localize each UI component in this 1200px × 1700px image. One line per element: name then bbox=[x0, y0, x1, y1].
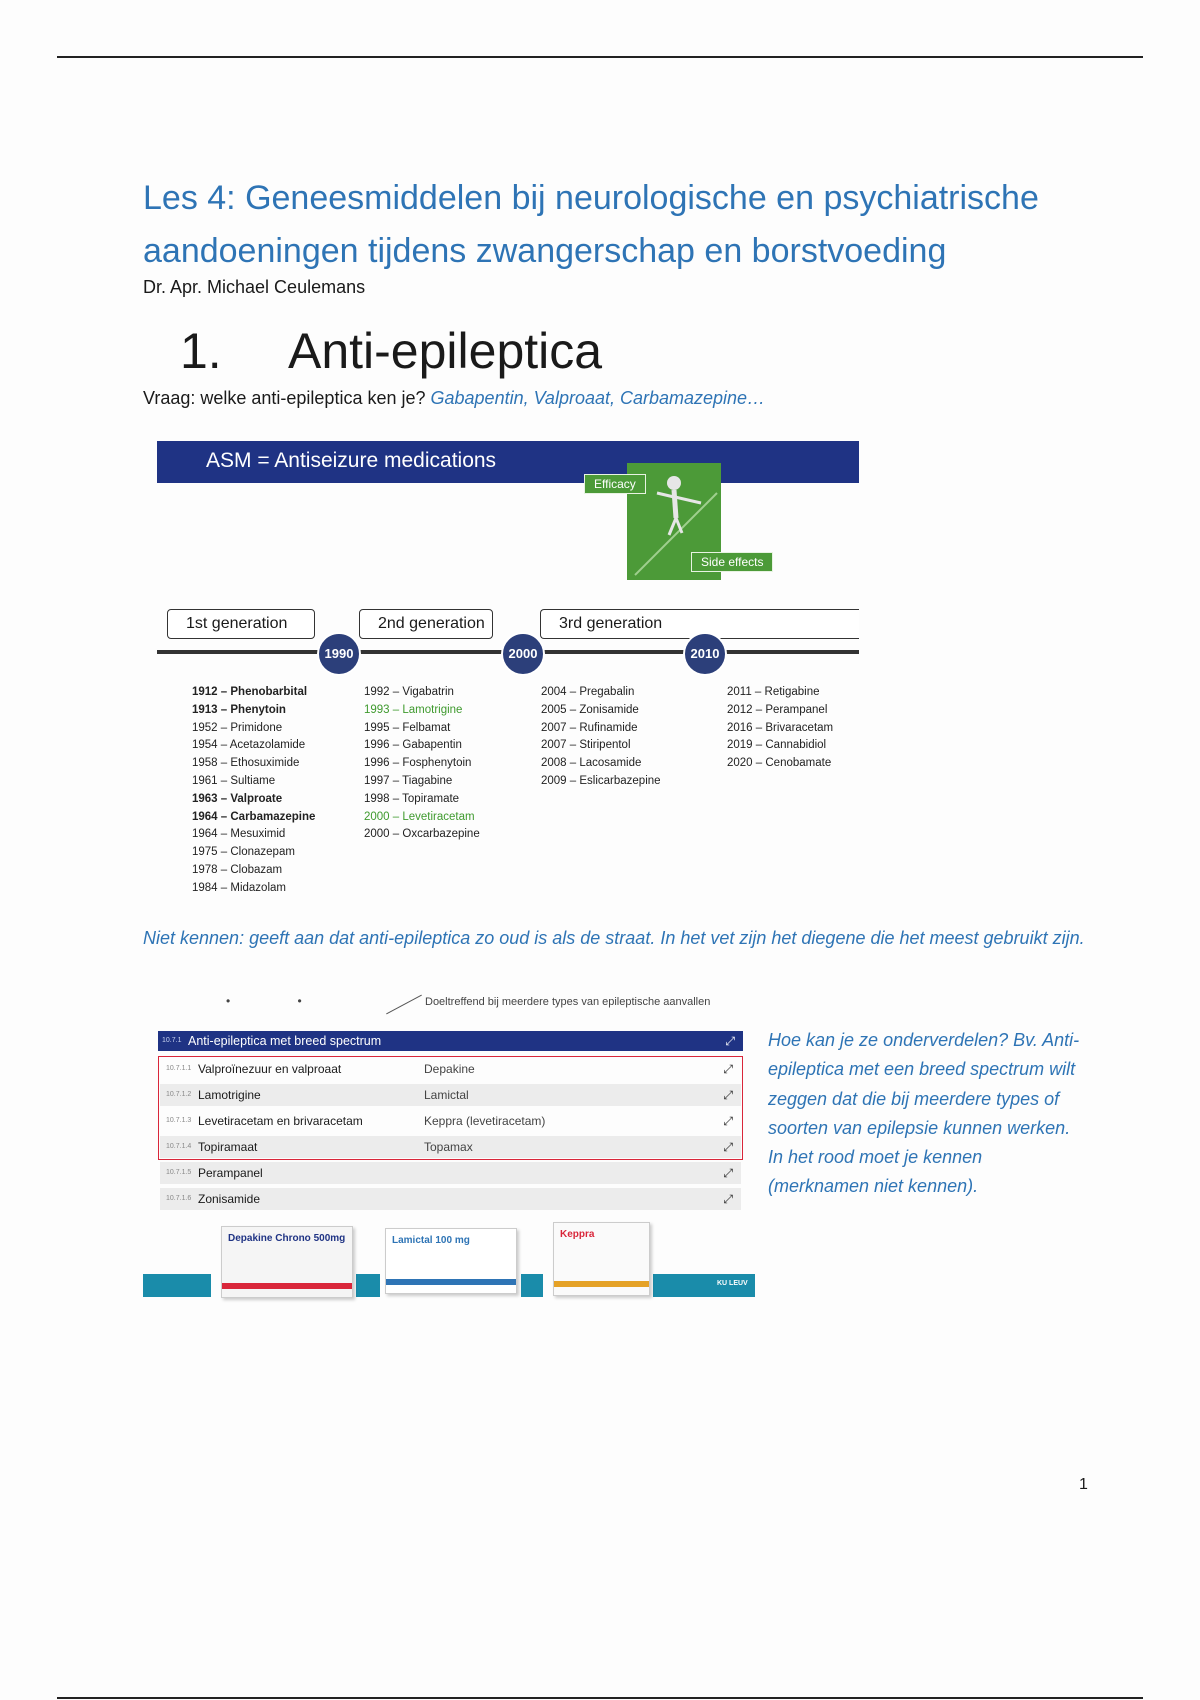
drug-entry: 1958 – Ethosuximide bbox=[192, 757, 300, 770]
drug-entry: 2004 – Pregabalin bbox=[541, 686, 635, 698]
drug-entry: 2007 – Stiripentol bbox=[541, 739, 631, 752]
annotation-note: Niet kennen: geeft aan dat anti-epileptica zo oud is als de straat. In het vet zijn het diegene die het meest gebruikt zijn. bbox=[143, 928, 1085, 948]
question-line bbox=[143, 388, 765, 409]
package-stripe bbox=[554, 1281, 649, 1287]
generation-2-box: 2nd generation bbox=[359, 609, 493, 639]
row-code: 10.7.1.4 bbox=[166, 1143, 192, 1150]
ku-leuven-logo: KU LEUV bbox=[717, 1280, 748, 1287]
row-brand: Keppra (levetiracetam) bbox=[424, 1114, 546, 1128]
header-title: Anti-epileptica met breed spectrum bbox=[188, 1034, 382, 1048]
row-code: 10.7.1.1 bbox=[166, 1065, 192, 1072]
drug-entry: 1996 – Fosphenytoin bbox=[364, 757, 472, 770]
year-marker: 1990 bbox=[317, 632, 361, 676]
drug-entry: 2012 – Perampanel bbox=[727, 703, 828, 716]
expand-icon: ⤢ bbox=[723, 1166, 733, 1180]
header-rule bbox=[57, 56, 1143, 58]
dots: • • bbox=[226, 994, 334, 1008]
header-code: 10.7.1 bbox=[162, 1037, 182, 1044]
drug-list-gen1 bbox=[192, 684, 315, 898]
drug-entry: 2000 – Levetiracetam bbox=[364, 810, 475, 823]
expand-icon: ⤢ bbox=[723, 1140, 733, 1154]
drug-list-gen2 bbox=[364, 684, 480, 844]
drug-entry: 1964 – Mesuximid bbox=[192, 828, 286, 841]
drug-list-gen3a bbox=[541, 684, 661, 791]
row-name: Lamotrigine bbox=[198, 1088, 261, 1102]
drug-entry: 2016 – Brivaracetam bbox=[727, 721, 834, 734]
row-code: 10.7.1.6 bbox=[166, 1195, 192, 1202]
row-code: 10.7.1.3 bbox=[166, 1117, 192, 1124]
drug-entry: 2007 – Rufinamide bbox=[541, 721, 638, 734]
question-answer: Gabapentin, Valproaat, Carbamazepine… bbox=[430, 388, 766, 408]
slide-banner: ASM = Antiseizure medications bbox=[157, 441, 859, 483]
footer-band bbox=[356, 1274, 380, 1297]
drug-entry: 2008 – Lacosamide bbox=[541, 757, 642, 770]
table-row bbox=[160, 1058, 741, 1080]
expand-icon: ⤢ bbox=[723, 1114, 733, 1128]
package-label: Depakine Chrono 500mg bbox=[228, 1233, 346, 1244]
side-effects-tag: Side effects bbox=[691, 552, 773, 572]
row-code: 10.7.1.2 bbox=[166, 1091, 192, 1098]
row-name: Zonisamide bbox=[198, 1192, 261, 1206]
drug-entry: 1984 – Midazolam bbox=[192, 881, 286, 894]
row-name: Valproïnezuur en valproaat bbox=[198, 1062, 342, 1076]
drug-entry: 2000 – Oxcarbazepine bbox=[364, 828, 480, 841]
package-stripe bbox=[386, 1279, 516, 1285]
drug-list-gen3b bbox=[727, 684, 833, 773]
depakine-package bbox=[221, 1226, 353, 1298]
table-row bbox=[160, 1136, 741, 1158]
table-header bbox=[158, 1031, 743, 1051]
drug-entry: 2011 – Retigabine bbox=[727, 686, 820, 698]
section-title: Anti-epileptica bbox=[288, 323, 603, 379]
drug-entry: 2009 – Eslicarbazepine bbox=[541, 774, 661, 787]
expand-icon: ⤢ bbox=[723, 1192, 733, 1206]
expand-icon: ⤢ bbox=[723, 1062, 733, 1076]
broad-spectrum-slide bbox=[143, 990, 755, 1305]
drug-entry: 2020 – Cenobamate bbox=[727, 757, 832, 770]
drug-entry: 2005 – Zonisamide bbox=[541, 703, 639, 716]
drug-entry: 1913 – Phenytoin bbox=[192, 703, 286, 716]
table-row bbox=[160, 1162, 741, 1184]
footer-band bbox=[521, 1274, 543, 1297]
section-heading bbox=[180, 322, 602, 380]
table-row bbox=[160, 1084, 741, 1106]
page-number: 1 bbox=[1079, 1476, 1088, 1493]
callout-pointer bbox=[386, 995, 422, 1015]
author-line: Dr. Apr. Michael Ceulemans bbox=[143, 277, 366, 297]
row-name: Levetiracetam en brivaracetam bbox=[198, 1114, 363, 1128]
expand-icon: ⤢ bbox=[725, 1034, 735, 1048]
question-label: Vraag: welke anti-epileptica ken je? bbox=[143, 388, 426, 408]
table-row bbox=[160, 1110, 741, 1132]
row-code: 10.7.1.5 bbox=[166, 1169, 192, 1176]
drug-entry: 2019 – Cannabidiol bbox=[727, 739, 827, 752]
expand-icon: ⤢ bbox=[723, 1088, 733, 1102]
package-stripe bbox=[222, 1283, 352, 1289]
package-label: Lamictal 100 mg bbox=[392, 1235, 470, 1246]
efficacy-tag: Efficacy bbox=[584, 474, 646, 494]
row-brand: Depakine bbox=[424, 1062, 475, 1076]
year-marker: 2000 bbox=[501, 632, 545, 676]
generation-1-box: 1st generation bbox=[167, 609, 315, 639]
footer-rule bbox=[57, 1697, 1143, 1699]
callout-text: Doeltreffend bij meerdere types van epileptische aanvallen bbox=[425, 996, 711, 1008]
drug-entry: 1961 – Sultiame bbox=[192, 774, 276, 787]
medication-packages bbox=[143, 1222, 755, 1294]
document-title: Les 4: Geneesmiddelen bij neurologische en psychiatrische aandoeningen tijdens zwangerschap en borstvoeding bbox=[143, 179, 1039, 270]
drug-entry: 1963 – Valproate bbox=[192, 792, 283, 805]
keppra-package bbox=[553, 1222, 650, 1296]
row-brand: Lamictal bbox=[424, 1088, 469, 1102]
drug-entry: 1993 – Lamotrigine bbox=[364, 703, 463, 716]
section-number: 1. bbox=[180, 323, 222, 379]
lamictal-package bbox=[385, 1228, 517, 1294]
year-marker: 2010 bbox=[683, 632, 727, 676]
footer-band bbox=[143, 1274, 211, 1297]
row-name: Topiramaat bbox=[198, 1140, 258, 1154]
drug-entry: 1975 – Clonazepam bbox=[192, 846, 295, 859]
drug-entry: 1996 – Gabapentin bbox=[364, 739, 462, 752]
drug-entry: 1995 – Felbamat bbox=[364, 721, 451, 734]
drug-entry: 1964 – Carbamazepine bbox=[192, 810, 316, 823]
drug-entry: 1997 – Tiagabine bbox=[364, 774, 453, 787]
drug-entry: 1998 – Topiramate bbox=[364, 792, 460, 805]
table-row bbox=[160, 1188, 741, 1210]
drug-entry: 1978 – Clobazam bbox=[192, 863, 283, 876]
asm-timeline-slide bbox=[157, 441, 859, 901]
package-label: Keppra bbox=[560, 1229, 595, 1240]
generation-3-box: 3rd generation bbox=[540, 609, 859, 639]
drug-entry: 1992 – Vigabatrin bbox=[364, 686, 454, 698]
side-annotation: Hoe kan je ze onderverdelen? Bv. Anti-epileptica met een breed spectrum wilt zeggen dat die bij meerdere types of soorten van epilepsie kunnen werken. In het rood moet je kennen (merknamen niet kennen). bbox=[768, 1030, 1080, 1197]
drug-entry: 1912 – Phenobarbital bbox=[192, 686, 308, 698]
drug-entry: 1952 – Primidone bbox=[192, 721, 283, 734]
row-brand: Topamax bbox=[424, 1140, 473, 1154]
row-name: Perampanel bbox=[198, 1166, 263, 1180]
drug-entry: 1954 – Acetazolamide bbox=[192, 739, 306, 752]
